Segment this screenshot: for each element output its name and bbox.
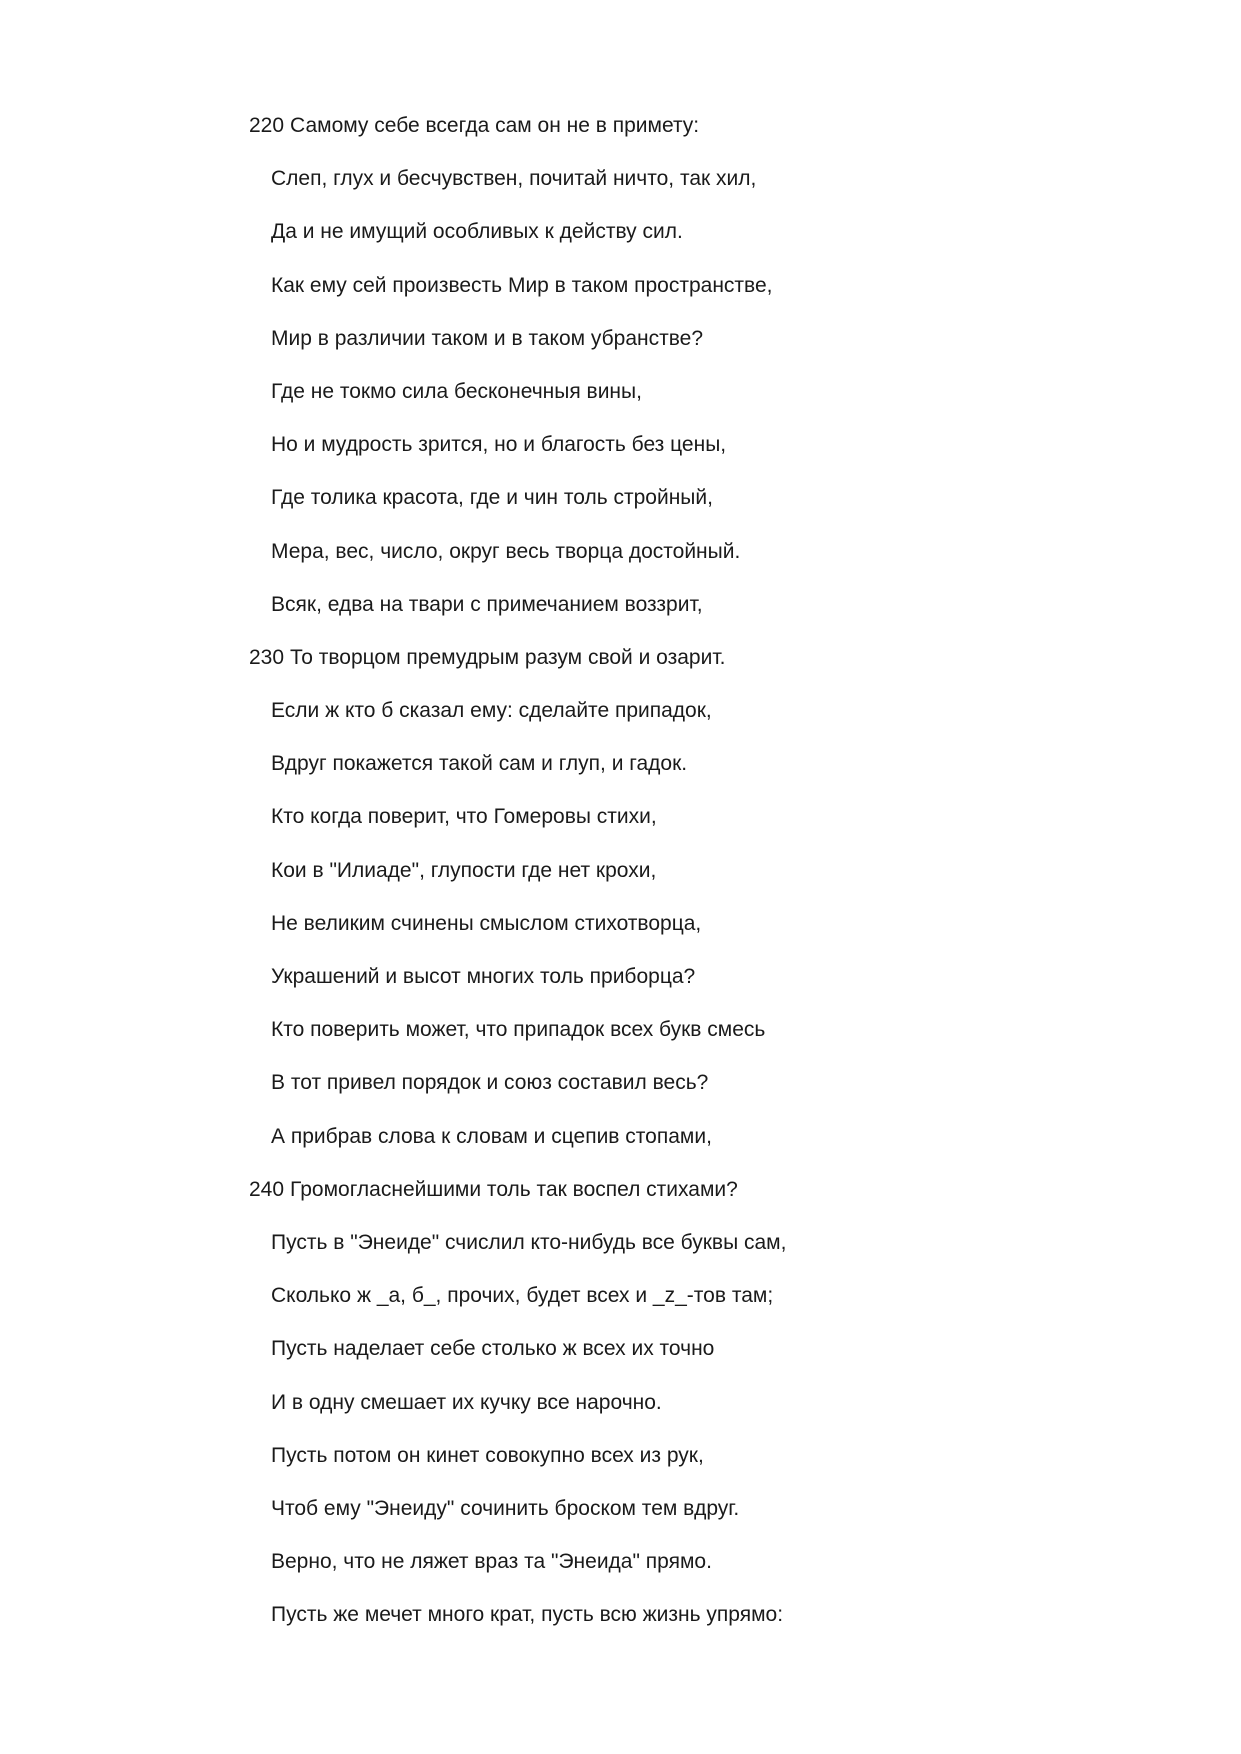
line-text: Слеп, глух и бесчувствен, почитай ничто, так хил, bbox=[271, 167, 757, 191]
poem-line bbox=[249, 539, 1149, 592]
line-text: Мера, вес, число, округ весь творца достойный. bbox=[271, 539, 741, 563]
poem-line bbox=[249, 592, 1149, 645]
line-text: Громогласнейшими толь так воспел стихами? bbox=[290, 1177, 738, 1201]
poem-line bbox=[249, 273, 1149, 326]
line-text: Вдруг покажется такой сам и глуп, и гадок. bbox=[271, 752, 688, 776]
poem-line bbox=[249, 698, 1149, 751]
poem-line bbox=[249, 432, 1149, 485]
line-text: То творцом премудрым разум свой и озарит. bbox=[290, 645, 726, 669]
poem-line bbox=[249, 326, 1149, 379]
poem-text bbox=[249, 113, 1149, 1655]
poem-line bbox=[249, 1496, 1149, 1549]
poem-line bbox=[249, 1443, 1149, 1496]
line-number: 230 bbox=[249, 645, 285, 669]
poem-line bbox=[249, 1602, 1149, 1655]
poem-line bbox=[249, 1070, 1149, 1123]
poem-line bbox=[249, 858, 1149, 911]
line-text: Самому себе всегда сам он не в примету: bbox=[290, 114, 700, 137]
poem-line bbox=[249, 485, 1149, 538]
poem-line bbox=[249, 1017, 1149, 1070]
line-text: Кто поверить может, что припадок всех букв смесь bbox=[271, 1018, 766, 1042]
line-text: В тот привел порядок и союз составил весь? bbox=[271, 1071, 709, 1095]
line-text: Украшений и высот многих толь приборца? bbox=[271, 965, 696, 988]
line-text: Не великим счинены смыслом стихотворца, bbox=[271, 911, 702, 935]
poem-line bbox=[249, 1283, 1149, 1336]
poem-line bbox=[249, 1124, 1149, 1177]
poem-line bbox=[249, 645, 1149, 698]
poem-line bbox=[249, 219, 1149, 272]
line-text: Сколько ж _а, б_, прочих, будет всех и _z_-тов там; bbox=[271, 1284, 774, 1308]
line-text: Пусть в "Энеиде" счислил кто-нибудь все буквы сам, bbox=[271, 1230, 787, 1254]
line-text: Чтоб ему "Энеиду" сочинить броском тем вдруг. bbox=[271, 1496, 740, 1520]
line-text: Кои в "Илиаде", глупости где нет крохи, bbox=[271, 858, 657, 882]
poem-line bbox=[249, 1549, 1149, 1602]
line-text: Если ж кто б сказал ему: сделайте припадок, bbox=[271, 699, 712, 723]
line-number: 220 bbox=[249, 114, 285, 137]
line-text: Пусть потом он кинет совокупно всех из рук, bbox=[271, 1443, 704, 1467]
poem-line bbox=[249, 911, 1149, 964]
line-text: Пусть же мечет много крат, пусть всю жизнь упрямо: bbox=[271, 1603, 784, 1627]
line-text: И в одну смешает их кучку все нарочно. bbox=[271, 1390, 662, 1414]
line-text: Мир в различии таком и в таком убранстве? bbox=[271, 326, 704, 350]
line-text: Да и не имущий особливых к действу сил. bbox=[271, 220, 683, 244]
poem-line bbox=[249, 751, 1149, 804]
line-text: А прибрав слова к словам и сцепив стопами, bbox=[271, 1124, 712, 1148]
line-text: Кто когда поверит, что Гомеровы стихи, bbox=[271, 805, 657, 829]
line-text: Где не токмо сила бесконечныя вины, bbox=[271, 379, 642, 403]
poem-line bbox=[249, 166, 1149, 219]
line-number: 240 bbox=[249, 1177, 285, 1201]
line-text: Как ему сей произвесть Мир в таком пространстве, bbox=[271, 273, 773, 297]
poem-line bbox=[249, 379, 1149, 432]
poem-line bbox=[249, 1336, 1149, 1389]
line-text: Но и мудрость зрится, но и благость без цены, bbox=[271, 433, 727, 457]
poem-line bbox=[249, 113, 1149, 166]
line-text: Пусть наделает себе столько ж всех их точно bbox=[271, 1337, 715, 1361]
line-text: Где толика красота, где и чин толь стройный, bbox=[271, 486, 713, 510]
poem-line bbox=[249, 964, 1149, 1017]
poem-line bbox=[249, 804, 1149, 857]
line-text: Верно, что не ляжет враз та "Энеида" прямо. bbox=[271, 1550, 712, 1574]
poem-line bbox=[249, 1230, 1149, 1283]
line-text: Всяк, едва на твари с примечанием воззрит, bbox=[271, 592, 703, 616]
poem-line bbox=[249, 1177, 1149, 1230]
poem-line bbox=[249, 1390, 1149, 1443]
